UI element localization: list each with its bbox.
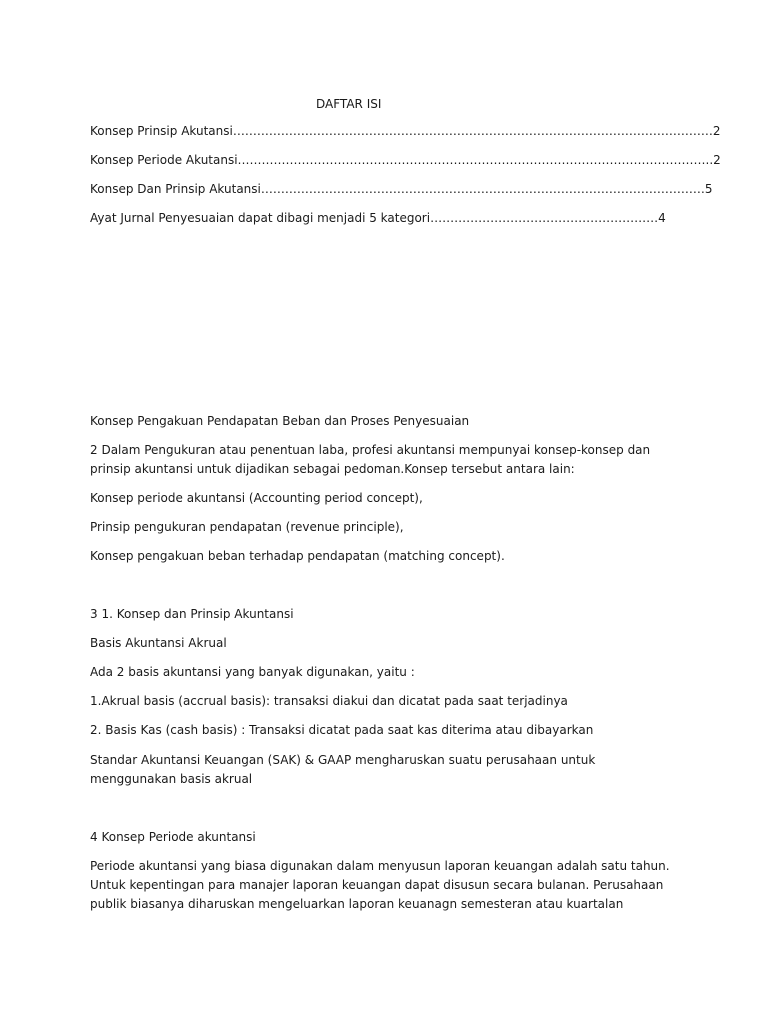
toc-entry-1: Konsep Prinsip Akutansi…………………………………………………………………………………………………………2 [90,124,721,138]
toc-entry-3: Konsep Dan Prinsip Akutansi…………………………………………………………………………………………………5 [90,182,713,196]
section-4-body: Periode akuntansi yang biasa digunakan dalam menyusun laporan keuangan adalah satu tahun. Untuk kepentingan para manajer laporan keuangan dapat disusun secara bulanan. Perusahaan publik biasanya diharuskan mengeluarkan laporan keuanagn semesteran atau kuartalan [90,859,670,911]
section-3-subheading: Basis Akuntansi Akrual [90,636,227,650]
toc-entry-4: Ayat Jurnal Penyesuaian dapat dibagi menjadi 5 kategori…………………………………………………4 [90,211,666,225]
toc-title: DAFTAR ISI [316,97,382,111]
section-3-lead: Ada 2 basis akuntansi yang banyak digunakan, yaitu : [90,665,415,679]
toc-entry-2: Konsep Periode Akutansi………………………………………………………………………………………………………..2 [90,153,721,167]
section-3-heading: 3 1. Konsep dan Prinsip Akuntansi [90,607,294,621]
section-2-item-3: Konsep pengakuan beban terhadap pendapatan (matching concept). [90,549,505,563]
section-3-note: Standar Akuntansi Keuangan (SAK) & GAAP mengharuskan suatu perusahaan untuk menggunakan basis akrual [90,753,596,786]
section-2-intro: 2 Dalam Pengukuran atau penentuan laba, profesi akuntansi mempunyai konsep-konsep dan prinsip akuntansi untuk dijadikan sebagai pedoman.Konsep tersebut antara lain: [90,443,651,476]
section-2-item-2: Prinsip pengukuran pendapatan (revenue principle), [90,520,404,534]
section-2-heading: Konsep Pengakuan Pendapatan Beban dan Proses Penyesuaian [90,414,470,428]
section-2-item-1: Konsep periode akuntansi (Accounting period concept), [90,491,423,505]
section-3-item-2: 2. Basis Kas (cash basis) : Transaksi dicatat pada saat kas diterima atau dibayarkan [90,723,594,737]
section-3-item-1: 1.Akrual basis (accrual basis): transaksi diakui dan dicatat pada saat terjadinya [90,694,568,708]
section-4-heading: 4 Konsep Periode akuntansi [90,830,256,844]
